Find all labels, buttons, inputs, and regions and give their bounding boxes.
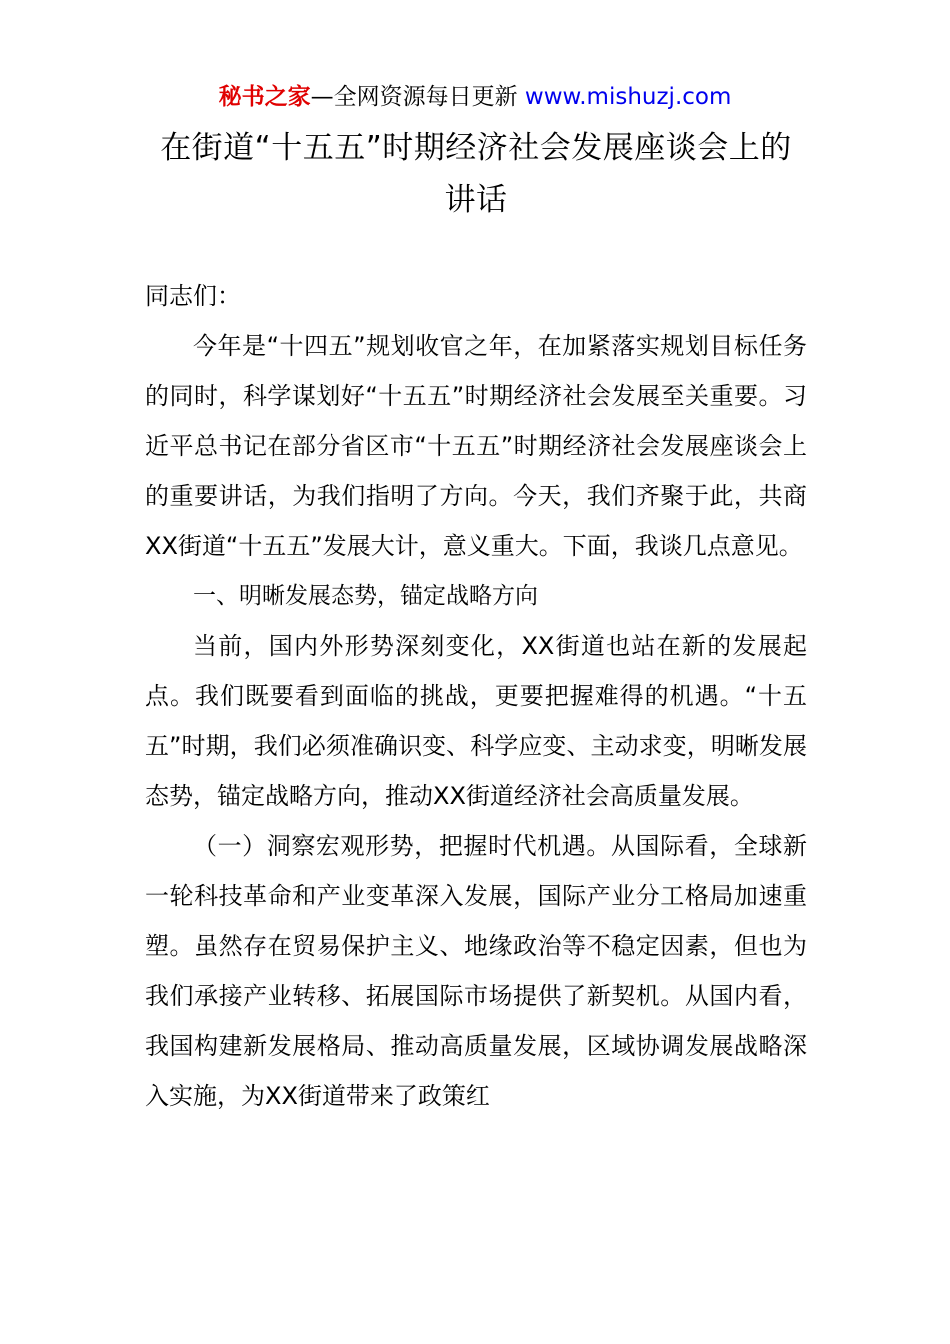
paragraph-intro: 今年是“十四五”规划收官之年，在加紧落实规划目标任务的同时，科学谋划好“十五五”时期经济社会发展至关重要。习近平总书记在部分省区市“十五五”时期经济社会发展座谈会上的重要讲话，为我们指明了方向。今天，我们齐聚于此，共商XX街道“十五五”发展大计，意义重大。下面，我谈几点意见。 — [145, 332, 807, 560]
site-header — [0, 80, 950, 114]
paragraph-subsection-1: （一）洞察宏观形势，把握时代机遇。从国际看，全球新一轮科技革命和产业变革深入发展，国际产业分工格局加速重塑。虽然存在贸易保护主义、地缘政治等不稳定因素，但也为我们承接产业转移、拓展国际市场提供了新契机。从国内看，我国构建新发展格局、推动高质量发展，区域协调发展战略深入实施，为XX街道带来了政策红 — [145, 832, 807, 1110]
section-heading-1: 一、明晰发展态势，锚定战略方向 — [193, 583, 538, 609]
paragraph-section-1: 当前，国内外形势深刻变化，XX街道也站在新的发展起点。我们既要看到面临的挑战，更要把握难得的机遇。“十五五”时期，我们必须准确识变、科学应变、主动求变，明晰发展态势，锚定战略方向，推动XX街道经济社会高质量发展。 — [145, 632, 807, 810]
document-title: 在街道“十五五”时期经济社会发展座谈会上的讲话 — [160, 130, 792, 218]
site-url-link[interactable]: www.mishuzj.com — [524, 84, 732, 110]
salutation: 同志们： — [145, 282, 241, 310]
site-brand: 秘书之家 — [218, 84, 311, 110]
document-body — [145, 321, 807, 1121]
site-tagline: —全网资源每日更新 — [310, 84, 525, 110]
